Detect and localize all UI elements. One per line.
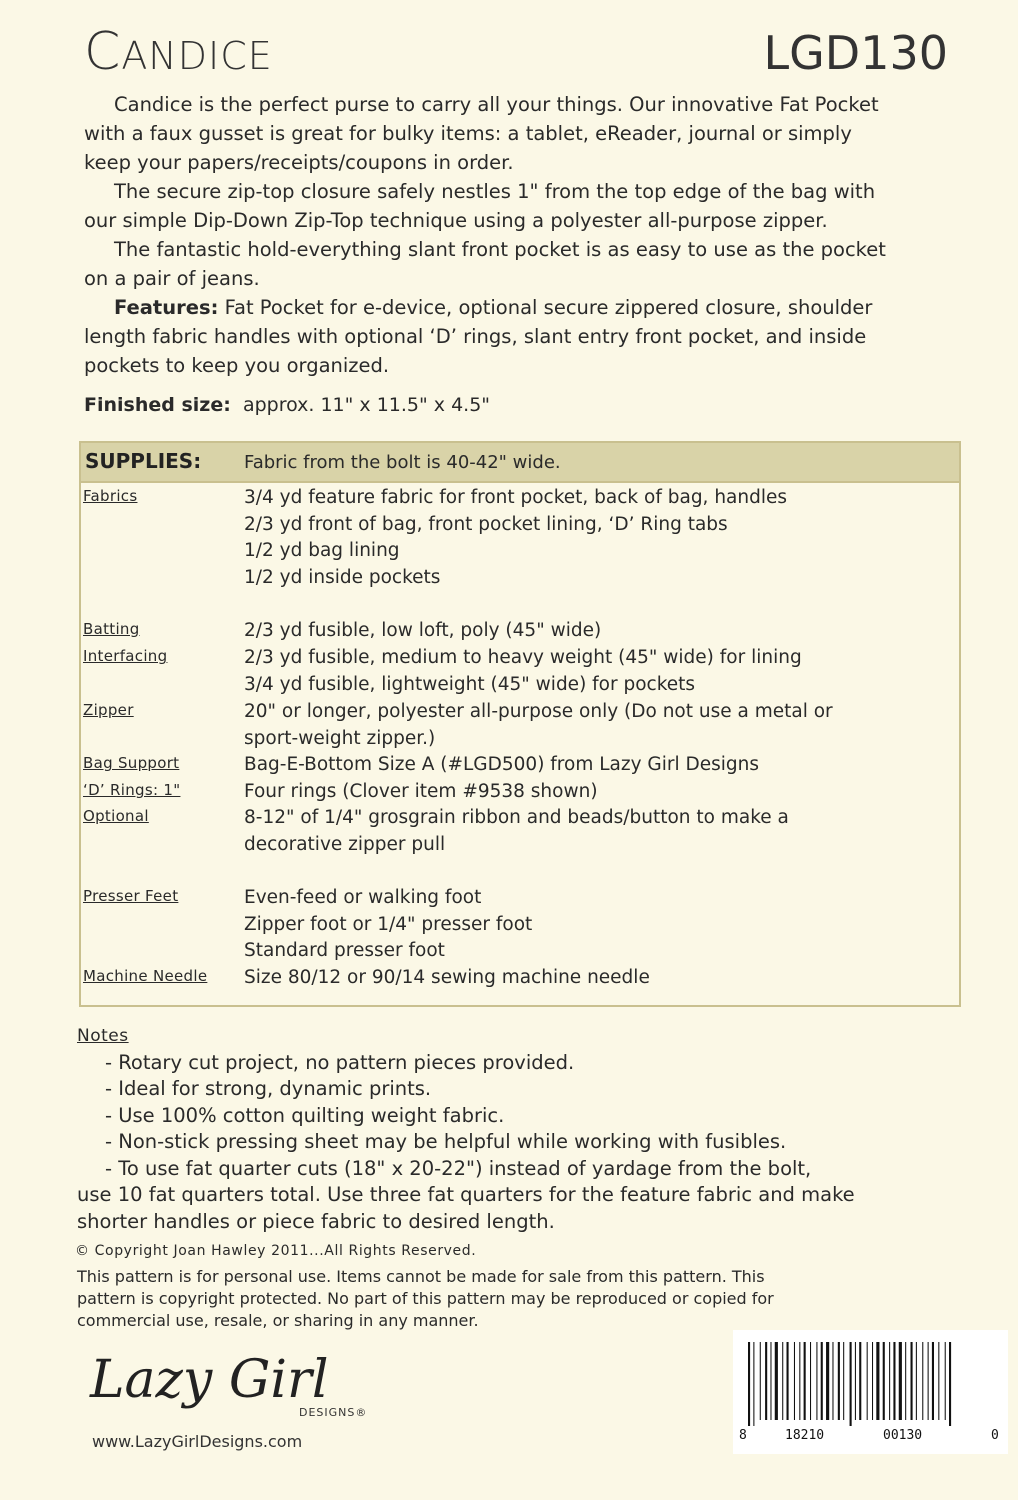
barcode-bar (905, 1342, 906, 1420)
barcode (733, 1330, 1008, 1454)
pattern-title: CANDICE (84, 22, 273, 82)
features-paragraph: Features: Fat Pocket for e-device, optional secure zippered closure, shoulder length fabric handles with optional ‘D’ rings, slant entry front pocket, and inside pockets to keep you organized. (84, 296, 873, 377)
supply-key: Interfacing (83, 647, 168, 665)
barcode-bar (775, 1342, 778, 1420)
note-continuation: shorter handles or piece fabric to desired length. (77, 1209, 555, 1233)
supplies-label: SUPPLIES: (85, 449, 202, 473)
barcode-bar (876, 1342, 879, 1420)
lazy-girl-logo (90, 1350, 390, 1430)
barcode-bar (922, 1342, 923, 1420)
barcode-bar (843, 1342, 844, 1420)
barcode-digit: 8 (739, 1428, 747, 1443)
barcode-bar (945, 1342, 946, 1420)
barcode-bar (838, 1342, 840, 1420)
finished-size-label: Finished size: (84, 394, 231, 416)
barcode-bar (911, 1342, 913, 1420)
finished-size (84, 394, 490, 416)
barcode-bar (794, 1342, 795, 1420)
note-item: - Non-stick pressing sheet may be helpful while working with fusibles. (105, 1130, 787, 1153)
barcode-bar (928, 1342, 929, 1420)
supply-key: Batting (83, 620, 140, 638)
intro-paragraph-2: The secure zip-top closure safely nestles 1" from the top edge of the bag with our simple Dip-Down Zip-Top technique using a polyester all-purpose zipper. (84, 180, 876, 232)
barcode-digit: 0 (991, 1428, 999, 1443)
barcode-bar (938, 1342, 939, 1420)
supply-value: Bag-E-Bottom Size A (#LGD500) from Lazy Girl Designs (244, 754, 760, 775)
supply-value: Four rings (Clover item #9538 shown) (244, 781, 598, 802)
barcode-bar (804, 1342, 806, 1420)
notes-section (77, 1023, 977, 1235)
barcode-bar (821, 1342, 823, 1420)
barcode-bar (782, 1342, 783, 1420)
supply-value: 2/3 yd fusible, medium to heavy weight (45" wide) for lining 3/4 yd fusible, lightweight (45" wide) for pockets (244, 647, 802, 695)
supplies-header (81, 443, 959, 483)
note-item: - Ideal for strong, dynamic prints. (105, 1077, 432, 1100)
barcode-bar (787, 1342, 789, 1420)
supplies-note: Fabric from the bolt is 40-42" wide. (244, 452, 561, 473)
supply-key: Machine Needle (83, 967, 208, 985)
note-item: - Rotary cut project, no pattern pieces provided. (105, 1050, 575, 1074)
supply-key: Zipper (83, 701, 134, 719)
note-continuation: use 10 fat quarters total. Use three fat quarters for the feature fabric and make (77, 1183, 855, 1206)
note-item: - Use 100% cotton quilting weight fabric. (105, 1103, 505, 1127)
logo-script: Lazy Girl (90, 1350, 329, 1410)
pattern-code: LGD130 (763, 26, 948, 80)
supply-value: Size 80/12 or 90/14 sewing machine needle (244, 967, 650, 988)
note-item: - To use fat quarter cuts (18" x 20-22") instead of yardage from the bolt, (105, 1156, 812, 1180)
intro-text (84, 90, 984, 380)
personal-use-notice: This pattern is for personal use. Items cannot be made for sale from this pattern. This pattern is copyright protected. No part of this pattern may be reproduced or copied for commercial use, resale, or sharing in any manner. (77, 1267, 774, 1330)
supply-value: 8-12" of 1/4" grosgrain ribbon and beads/button to make a decorative zipper pull (244, 807, 789, 855)
copyright-line: © Copyright Joan Hawley 2011...All Rights Reserved. (75, 1243, 477, 1259)
supply-key: Optional (83, 807, 149, 825)
barcode-bar (872, 1342, 873, 1420)
barcode-bar (753, 1342, 754, 1426)
barcode-bar (889, 1342, 890, 1420)
barcode-bars (748, 1342, 993, 1426)
supply-value: Even-feed or walking foot Zipper foot or 1/4" presser foot Standard presser foot (244, 887, 533, 961)
website-url: www.LazyGirlDesigns.com (92, 1432, 303, 1451)
barcode-bar (932, 1342, 934, 1420)
supply-key: ‘D’ Rings: 1" (83, 781, 181, 799)
barcode-digit: 00130 (883, 1428, 923, 1443)
barcode-bar (765, 1342, 767, 1420)
supply-value: 3/4 yd feature fabric for front pocket, back of bag, handles 2/3 yd front of bag, front pocket lining, ‘D’ Ring tabs 1/2 yd bag lining 1/2 yd inside pockets (244, 487, 788, 588)
supply-key: Presser Feet (83, 887, 179, 905)
barcode-bar (816, 1342, 817, 1420)
barcode-bar (855, 1342, 856, 1420)
barcode-bar (810, 1342, 811, 1420)
barcode-bar (949, 1342, 951, 1426)
supplies-box (79, 441, 961, 1007)
barcode-bar (916, 1342, 917, 1420)
logo-subtitle: DESIGNS® (299, 1406, 368, 1419)
intro-paragraph-1: Candice is the perfect purse to carry all your things. Our innovative Fat Pocket with a faux gusset is great for bulky items: a tablet, eReader, journal or simply keep your papers/receipts/coupons in order. (84, 93, 879, 174)
barcode-bar (748, 1342, 750, 1426)
barcode-bar (826, 1342, 829, 1420)
features-label: Features: (114, 296, 219, 319)
barcode-bar (850, 1342, 852, 1426)
supply-value: 2/3 yd fusible, low loft, poly (45" wide) (244, 620, 602, 641)
barcode-bar (899, 1342, 902, 1420)
barcode-bar (770, 1342, 771, 1420)
barcode-bar (760, 1342, 761, 1420)
barcode-bar (859, 1342, 861, 1420)
notes-heading: Notes (77, 1026, 129, 1046)
barcode-digit: 18210 (785, 1428, 825, 1443)
supply-key: Bag Support (83, 754, 180, 772)
barcode-bar (799, 1342, 800, 1420)
intro-paragraph-3: The fantastic hold-everything slant front pocket is as easy to use as the pocket on a pair of jeans. (84, 238, 886, 290)
finished-size-value: approx. 11" x 11.5" x 4.5" (242, 394, 491, 416)
supply-key: Fabrics (83, 487, 138, 505)
barcode-bar (883, 1342, 885, 1420)
barcode-bar (867, 1342, 868, 1420)
barcode-bar (893, 1342, 895, 1420)
barcode-bar (832, 1342, 833, 1420)
supply-value: 20" or longer, polyester all-purpose only (Do not use a metal or sport-weight zipper.) (244, 701, 833, 749)
